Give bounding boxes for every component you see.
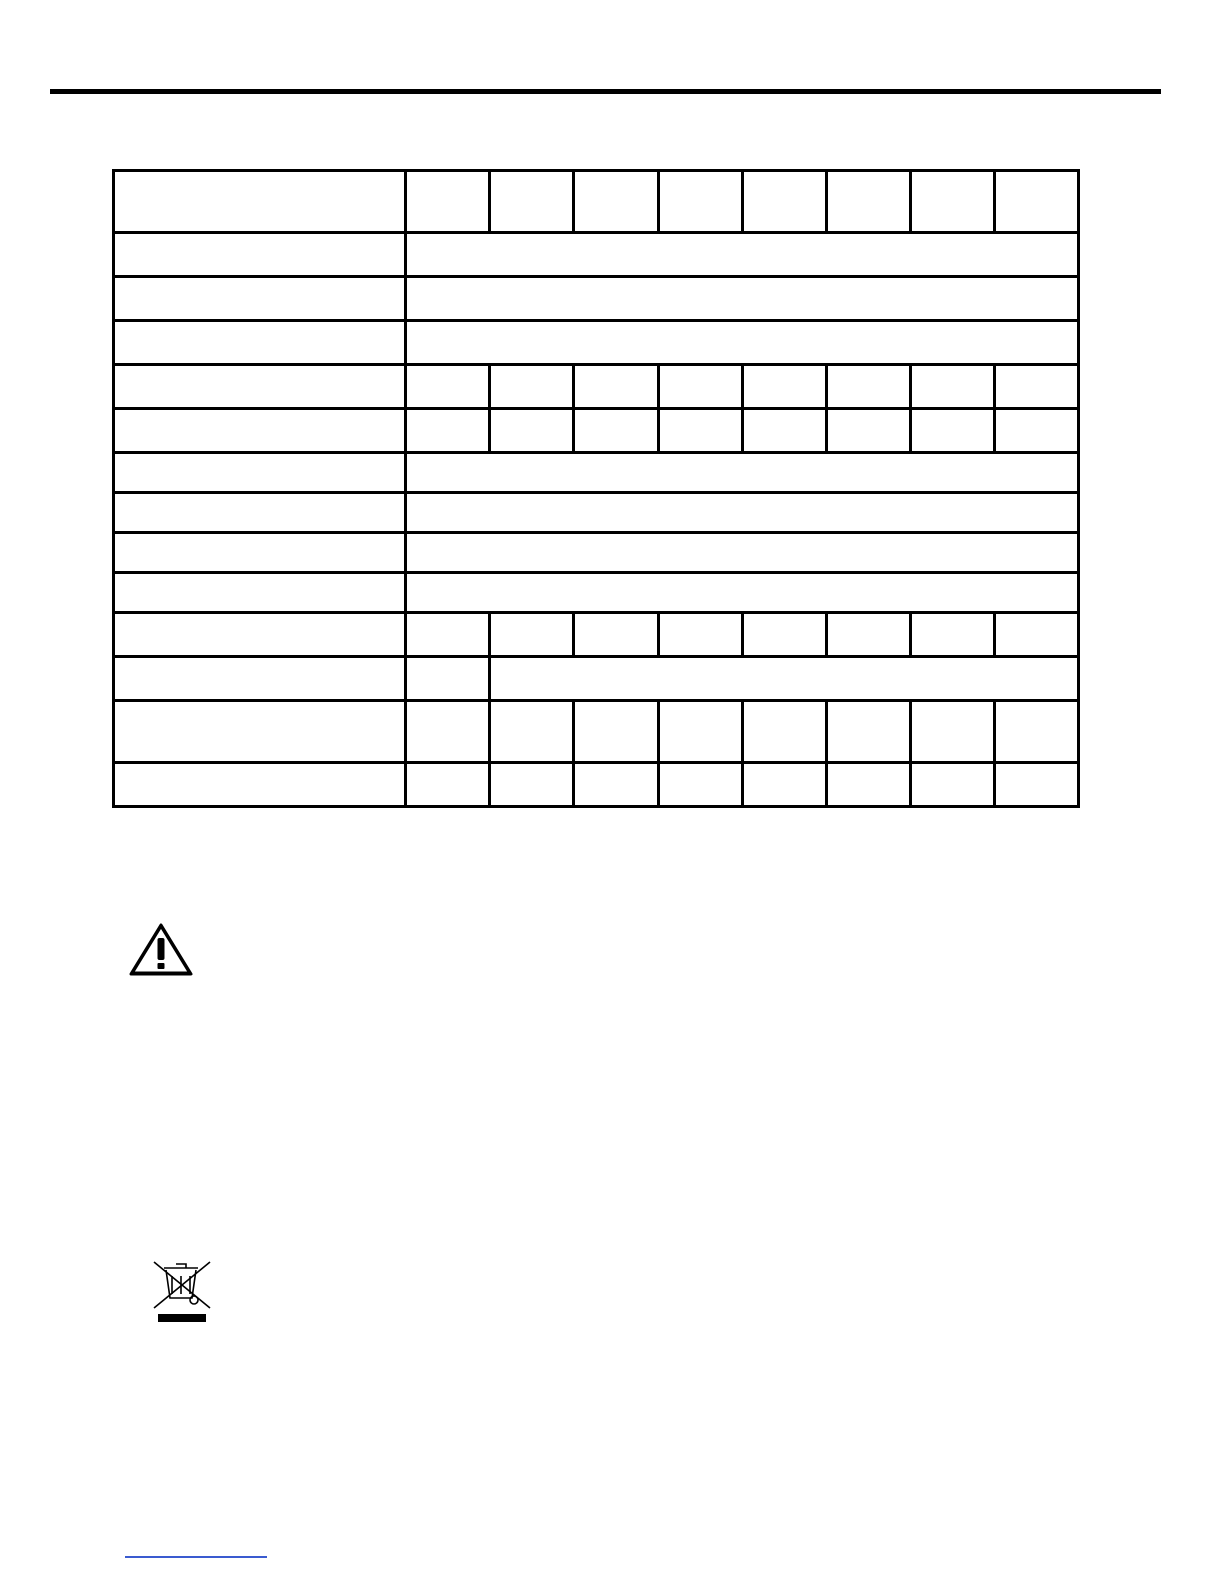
spec-value-cell <box>658 613 742 657</box>
spec-value-cell <box>742 613 826 657</box>
spec-value-cell <box>826 171 910 233</box>
spec-value-cell <box>490 613 574 657</box>
spec-label-cell <box>114 613 406 657</box>
spec-value-cell <box>910 171 994 233</box>
spec-value-cell <box>910 365 994 409</box>
spec-label-cell <box>114 171 406 233</box>
spec-label-cell <box>114 533 406 573</box>
spec-value-cell <box>658 365 742 409</box>
spec-merged-value-cell <box>406 321 1079 365</box>
spec-label-cell <box>114 233 406 277</box>
spec-value-cell <box>994 701 1078 763</box>
spec-row <box>114 613 1079 657</box>
spec-merged-value-cell <box>406 453 1079 493</box>
spec-row <box>114 365 1079 409</box>
spec-value-cell <box>742 171 826 233</box>
spec-value-cell <box>658 409 742 453</box>
spec-value-cell <box>910 613 994 657</box>
spec-value-cell <box>742 701 826 763</box>
spec-value-cell <box>406 657 490 701</box>
spec-row <box>114 573 1079 613</box>
spec-value-cell <box>910 409 994 453</box>
spec-row <box>114 409 1079 453</box>
spec-value-cell <box>406 701 490 763</box>
footer-link-underline[interactable] <box>125 1556 267 1558</box>
spec-row <box>114 233 1079 277</box>
spec-value-cell <box>574 701 658 763</box>
spec-merged-value-cell <box>406 277 1079 321</box>
spec-value-cell <box>574 365 658 409</box>
spec-row <box>114 277 1079 321</box>
spec-row <box>114 321 1079 365</box>
spec-label-cell <box>114 277 406 321</box>
spec-value-cell <box>406 171 490 233</box>
spec-value-cell <box>826 701 910 763</box>
specification-table <box>112 169 1080 808</box>
spec-value-cell <box>910 763 994 807</box>
spec-value-cell <box>490 409 574 453</box>
spec-value-cell <box>994 409 1078 453</box>
spec-merged-value-cell <box>406 233 1079 277</box>
spec-label-cell <box>114 657 406 701</box>
spec-label-cell <box>114 365 406 409</box>
spec-row <box>114 533 1079 573</box>
spec-value-cell <box>658 171 742 233</box>
spec-value-cell <box>406 613 490 657</box>
spec-value-cell <box>826 365 910 409</box>
spec-value-cell <box>910 701 994 763</box>
spec-value-cell <box>742 763 826 807</box>
spec-merged-value-cell <box>406 493 1079 533</box>
spec-value-cell <box>490 171 574 233</box>
spec-value-cell <box>406 365 490 409</box>
spec-label-cell <box>114 763 406 807</box>
spec-value-cell <box>994 171 1078 233</box>
spec-value-cell <box>574 409 658 453</box>
spec-value-cell <box>406 763 490 807</box>
spec-value-cell <box>574 613 658 657</box>
spec-row <box>114 453 1079 493</box>
spec-merged-value-cell <box>406 533 1079 573</box>
spec-label-cell <box>114 493 406 533</box>
spec-value-cell <box>658 701 742 763</box>
spec-value-cell <box>658 763 742 807</box>
spec-value-cell <box>826 409 910 453</box>
crossed-out-wheelie-bin-icon <box>150 1258 214 1324</box>
spec-label-cell <box>114 573 406 613</box>
spec-value-cell <box>994 613 1078 657</box>
spec-merged-value-cell <box>490 657 1079 701</box>
spec-value-cell <box>406 409 490 453</box>
spec-label-cell <box>114 701 406 763</box>
spec-row <box>114 763 1079 807</box>
spec-label-cell <box>114 409 406 453</box>
header-rule <box>50 89 1161 94</box>
spec-label-cell <box>114 321 406 365</box>
spec-value-cell <box>574 171 658 233</box>
spec-value-cell <box>742 365 826 409</box>
spec-value-cell <box>826 613 910 657</box>
spec-row <box>114 493 1079 533</box>
spec-value-cell <box>826 763 910 807</box>
spec-value-cell <box>994 763 1078 807</box>
spec-merged-value-cell <box>406 573 1079 613</box>
warning-triangle-icon <box>128 922 194 977</box>
spec-value-cell <box>994 365 1078 409</box>
spec-value-cell <box>490 763 574 807</box>
spec-label-cell <box>114 453 406 493</box>
spec-row <box>114 701 1079 763</box>
spec-value-cell <box>490 365 574 409</box>
spec-row <box>114 657 1079 701</box>
spec-value-cell <box>574 763 658 807</box>
spec-value-cell <box>490 701 574 763</box>
spec-row <box>114 171 1079 233</box>
spec-value-cell <box>742 409 826 453</box>
